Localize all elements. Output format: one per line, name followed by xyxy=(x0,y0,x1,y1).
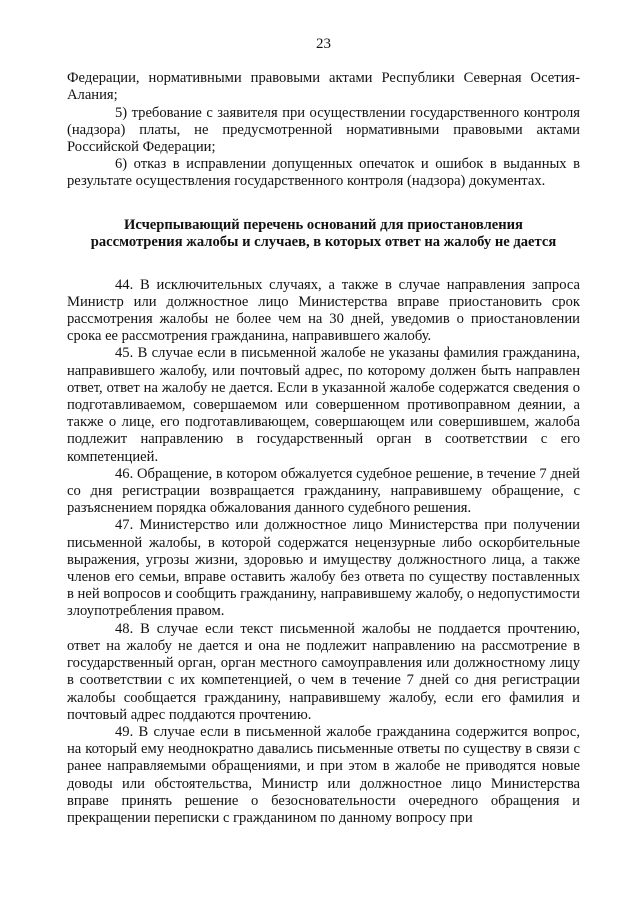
page-number: 23 xyxy=(316,36,331,52)
paragraph-44: 44. В исключительных случаях, а также в случае направления запроса Министр или должностное лицо Министерства вправе приостановить срок рассмотрения жалобы не более чем на 30 дней, уведомив о приостановлении срока ее рассмотрения гражданина, направившего жалобу. xyxy=(67,276,580,345)
paragraph-continuation: Федерации, нормативными правовыми актами Республики Северная Осетия-Алания; xyxy=(67,70,580,104)
paragraph-item-6: 6) отказ в исправлении допущенных опечаток и ошибок в выданных в результате осуществления государственного контроля (надзора) документах. xyxy=(67,156,580,190)
paragraph-47: 47. Министерство или должностное лицо Министерства при получении письменной жалобы, в которой содержатся нецензурные либо оскорбительные выражения, угрозы жизни, здоровью и имуществу должностного лица, а также членов его семьи, вправе оставить жалобу без ответа по существу поставленных в ней вопросов и сообщить гражданину, направившему жалобу, о недопустимости злоупотребления правом. xyxy=(67,517,580,620)
paragraph-48: 48. В случае если текст письменной жалобы не поддается прочтению, ответ на жалобу не дается и она не подлежит направлению на рассмотрение в государственный орган, орган местного самоуправления или должностному лицу в соответствии с их компетенцией, о чем в течение 7 дней со дня регистрации жалобы сообщается гражданину, направившему жалобу, если его фамилия и почтовый адрес поддаются прочтению. xyxy=(67,620,580,723)
section-heading-line-1: Исчерпывающий перечень оснований для приостановления xyxy=(124,216,523,233)
paragraph-46: 46. Обращение, в котором обжалуется судебное решение, в течение 7 дней со дня регистрации возвращается гражданину, направившему обращение, с разъяснением порядка обжалования данного судебного решения. xyxy=(67,465,580,517)
paragraphs-after xyxy=(67,277,580,828)
section-heading-line-2: рассмотрения жалобы и случаев, в которых ответ на жалобу не дается xyxy=(90,234,557,251)
section-heading xyxy=(67,217,580,252)
paragraphs-before xyxy=(67,70,580,190)
paragraph-45: 45. В случае если в письменной жалобе не указаны фамилия гражданина, направившего жалобу, или почтовый адрес, по которому должен быть направлен ответ, ответ на жалобу не дается. Если в указанной жалобе содержатся сведения о подготавливаемом, совершаемом или совершенном противоправном деянии, а также о лице, его подготавливающем, совершающем или совершившем, жалоба подлежит направлению в государственный орган в соответствии с его компетенцией. xyxy=(67,345,580,465)
paragraph-item-5: 5) требование с заявителя при осуществлении государственного контроля (надзора) платы, не предусмотренной нормативными правовыми актами Российской Федерации; xyxy=(67,104,580,156)
document-page xyxy=(67,36,580,827)
paragraph-49: 49. В случае если в письменной жалобе гражданина содержится вопрос, на который ему неоднократно давались письменные ответы по существу в связи с ранее направляемыми обращениями, и при этом в жалобе не приводятся новые доводы или обстоятельства, Министр или должностное лицо Министерства вправе принять решение о безосновательности очередного обращения и прекращении переписки с гражданином по данному вопросу при xyxy=(67,723,580,826)
